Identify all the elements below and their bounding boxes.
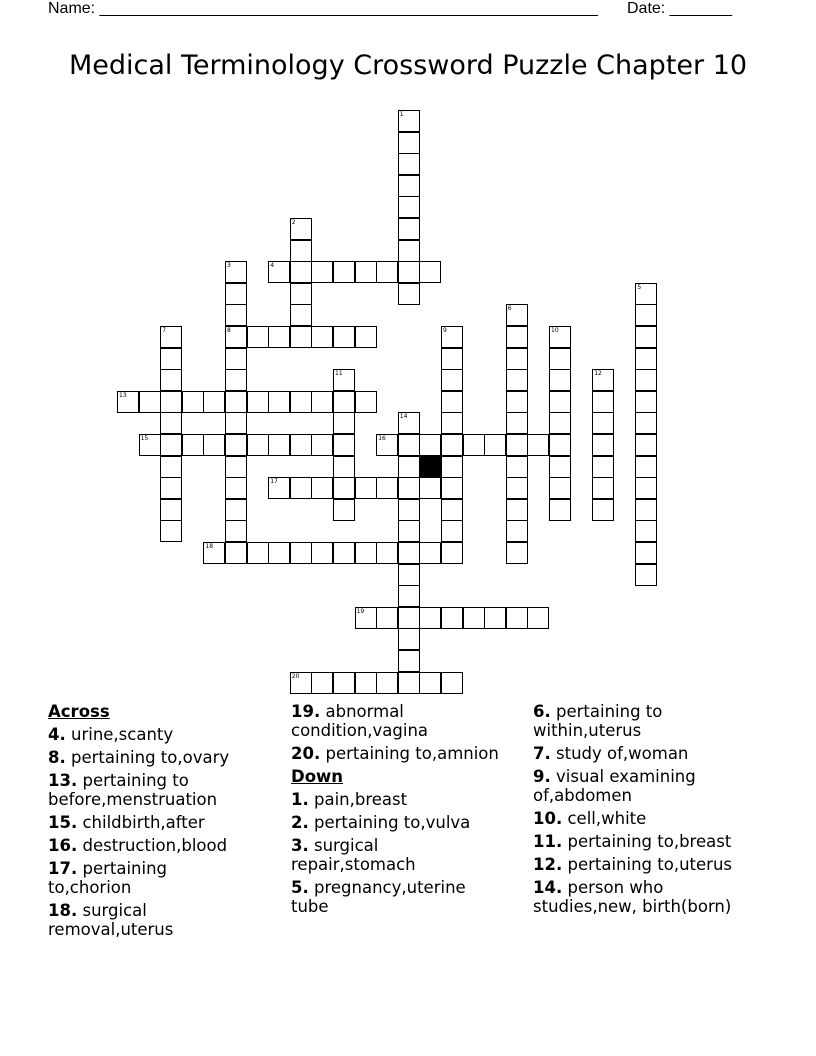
clue-number: 18: [205, 543, 214, 550]
grid-cell[interactable]: [311, 391, 333, 413]
header: [48, 0, 748, 19]
grid-cell[interactable]: [527, 434, 549, 456]
grid-cell[interactable]: [398, 628, 420, 650]
grid-cell[interactable]: [225, 369, 247, 391]
name-field-label: Name: ________________________________________________________: [48, 0, 598, 17]
grid-cell[interactable]: [160, 369, 182, 391]
grid-cell[interactable]: [398, 153, 420, 175]
grid-cell[interactable]: [160, 412, 182, 434]
clue-number: 3: [227, 262, 231, 270]
grid-cell[interactable]: [506, 520, 528, 542]
grid-cell[interactable]: [506, 369, 528, 391]
clue-number: 11: [335, 370, 343, 378]
grid-cell[interactable]: [290, 477, 312, 499]
grid-cell[interactable]: [225, 283, 247, 305]
grid-cell[interactable]: [463, 434, 485, 456]
grid-cell[interactable]: [635, 391, 657, 413]
date-field-label: Date: _______: [627, 0, 732, 17]
grid-cell[interactable]: [549, 434, 571, 456]
grid-cell[interactable]: [506, 434, 528, 456]
grid-cell[interactable]: [225, 304, 247, 326]
page-title: Medical Terminology Crossword Puzzle Chapter 10: [68, 50, 748, 81]
clue-down-5: 5. pregnancy,uterine tube: [291, 878, 466, 916]
grid-cell[interactable]: [182, 434, 204, 456]
grid-cell-4[interactable]: [268, 261, 290, 283]
clue-number: 1: [399, 111, 404, 118]
grid-cell[interactable]: [376, 672, 398, 694]
grid-cell-12[interactable]: [592, 369, 614, 391]
grid-cell-2[interactable]: [290, 218, 312, 240]
grid-cell[interactable]: [139, 391, 161, 413]
grid-cell-9[interactable]: [441, 326, 463, 348]
grid-cell[interactable]: [160, 499, 182, 521]
clue-number: 10: [551, 327, 559, 334]
grid-cell[interactable]: [549, 456, 571, 478]
clue-across-19: 19. abnormal condition,vagina: [291, 702, 429, 740]
grid-cell[interactable]: [311, 326, 333, 348]
grid-cell[interactable]: [506, 477, 528, 499]
grid-cell-6[interactable]: [506, 304, 528, 326]
clue-column-3: [533, 702, 773, 920]
grid-cell[interactable]: [635, 434, 657, 456]
grid-cell[interactable]: [549, 499, 571, 521]
grid-cell[interactable]: [635, 304, 657, 326]
grid-cell[interactable]: [333, 412, 355, 434]
clue-across-18: 18. surgical removal,uterus: [48, 901, 174, 939]
grid-cell-3[interactable]: [225, 261, 247, 283]
grid-cell[interactable]: [635, 326, 657, 348]
grid-cell[interactable]: [247, 391, 269, 413]
clue-across-4: 4. urine,scanty: [48, 725, 174, 744]
grid-cell[interactable]: [635, 456, 657, 478]
grid-cell[interactable]: [333, 672, 355, 694]
grid-cell[interactable]: [333, 326, 355, 348]
grid-cell[interactable]: [398, 585, 420, 607]
grid-cell[interactable]: [225, 477, 247, 499]
grid-cell[interactable]: [247, 326, 269, 348]
grid-cell[interactable]: [160, 520, 182, 542]
grid-cell[interactable]: [290, 283, 312, 305]
grid-cell[interactable]: [506, 412, 528, 434]
grid-cell[interactable]: [333, 434, 355, 456]
grid-cell[interactable]: [398, 607, 420, 629]
clue-across-17: 17. pertaining to,chorion: [48, 859, 168, 897]
grid-cell[interactable]: [311, 261, 333, 283]
grid-cell[interactable]: [355, 542, 377, 564]
grid-cell[interactable]: [398, 650, 420, 672]
clue-number: 9: [443, 327, 447, 334]
grid-cell[interactable]: [333, 261, 355, 283]
grid-cell[interactable]: [225, 348, 247, 370]
grid-cell-1[interactable]: [398, 110, 420, 132]
grid-cell[interactable]: [592, 477, 614, 499]
grid-cell[interactable]: [376, 477, 398, 499]
blocked-cell: [419, 456, 441, 478]
grid-cell[interactable]: [333, 456, 355, 478]
grid-cell[interactable]: [635, 564, 657, 586]
grid-cell[interactable]: [592, 391, 614, 413]
grid-cell[interactable]: [398, 520, 420, 542]
clue-down-2: 2. pertaining to,vulva: [291, 813, 471, 832]
grid-cell[interactable]: [635, 477, 657, 499]
grid-cell[interactable]: [290, 434, 312, 456]
grid-cell[interactable]: [376, 261, 398, 283]
clue-number: 8: [227, 327, 231, 334]
grid-cell-20[interactable]: [290, 672, 312, 694]
clue-down-1: 1. pain,breast: [291, 790, 408, 809]
grid-cell[interactable]: [225, 434, 247, 456]
grid-cell[interactable]: [398, 672, 420, 694]
clue-number: 4: [270, 262, 275, 270]
grid-cell[interactable]: [398, 132, 420, 154]
grid-cell-8[interactable]: [225, 326, 247, 348]
grid-cell[interactable]: [355, 261, 377, 283]
grid-cell[interactable]: [549, 348, 571, 370]
grid-cell[interactable]: [247, 434, 269, 456]
grid-cell[interactable]: [484, 434, 506, 456]
grid-cell[interactable]: [398, 175, 420, 197]
grid-cell-7[interactable]: [160, 326, 182, 348]
clue-down-3: 3. surgical repair,stomach: [291, 836, 416, 874]
grid-cell[interactable]: [419, 261, 441, 283]
grid-cell[interactable]: [635, 348, 657, 370]
grid-cell[interactable]: [506, 348, 528, 370]
clue-down-6: 6. pertaining to within,uterus: [533, 702, 663, 740]
grid-cell[interactable]: [441, 499, 463, 521]
grid-cell[interactable]: [311, 434, 333, 456]
grid-cell[interactable]: [203, 434, 225, 456]
grid-cell[interactable]: [441, 542, 463, 564]
clue-column-2: [291, 702, 531, 920]
grid-cell[interactable]: [182, 391, 204, 413]
grid-cell[interactable]: [333, 499, 355, 521]
grid-cell[interactable]: [398, 456, 420, 478]
grid-cell[interactable]: [398, 499, 420, 521]
grid-cell[interactable]: [225, 456, 247, 478]
grid-cell[interactable]: [635, 542, 657, 564]
clue-number: 12: [594, 370, 602, 378]
grid-cell[interactable]: [333, 542, 355, 564]
grid-cell[interactable]: [506, 326, 528, 348]
grid-cell[interactable]: [225, 499, 247, 521]
grid-cell[interactable]: [419, 607, 441, 629]
clue-down-12: 12. pertaining to,uterus: [533, 855, 733, 874]
clue-across-13: 13. pertaining to before,menstruation: [48, 771, 218, 809]
grid-cell[interactable]: [311, 542, 333, 564]
grid-cell[interactable]: [333, 477, 355, 499]
grid-cell[interactable]: [225, 542, 247, 564]
grid-cell[interactable]: [398, 261, 420, 283]
grid-cell[interactable]: [592, 412, 614, 434]
clue-across-16: 16. destruction,blood: [48, 836, 228, 855]
grid-cell-11[interactable]: [333, 369, 355, 391]
grid-cell[interactable]: [549, 412, 571, 434]
across-heading: Across: [48, 702, 110, 721]
grid-cell[interactable]: [441, 456, 463, 478]
grid-cell[interactable]: [592, 499, 614, 521]
clue-across-8: 8. pertaining to,ovary: [48, 748, 230, 767]
clue-across-20: 20. pertaining to,amnion: [291, 744, 499, 763]
grid-cell[interactable]: [268, 542, 290, 564]
grid-cell[interactable]: [441, 434, 463, 456]
grid-cell[interactable]: [311, 477, 333, 499]
grid-cell[interactable]: [376, 607, 398, 629]
clue-column-1: [48, 702, 288, 943]
grid-cell[interactable]: [484, 607, 506, 629]
grid-cell[interactable]: [549, 369, 571, 391]
grid-cell[interactable]: [419, 542, 441, 564]
grid-cell[interactable]: [506, 499, 528, 521]
grid-cell[interactable]: [160, 434, 182, 456]
grid-cell-16[interactable]: [376, 434, 398, 456]
grid-cell[interactable]: [506, 542, 528, 564]
clue-number: 20: [291, 672, 300, 680]
grid-cell[interactable]: [592, 456, 614, 478]
grid-cell[interactable]: [355, 672, 377, 694]
grid-cell[interactable]: [506, 456, 528, 478]
grid-cell[interactable]: [441, 477, 463, 499]
grid-cell[interactable]: [290, 261, 312, 283]
grid-cell[interactable]: [268, 326, 290, 348]
grid-cell[interactable]: [592, 434, 614, 456]
clue-number: 13: [119, 391, 127, 399]
grid-cell[interactable]: [355, 477, 377, 499]
grid-cell[interactable]: [398, 240, 420, 262]
grid-cell[interactable]: [463, 607, 485, 629]
grid-cell[interactable]: [355, 326, 377, 348]
clue-down-9: 9. visual examining of,abdomen: [533, 767, 696, 805]
clue-number: 6: [507, 305, 512, 313]
grid-cell[interactable]: [225, 412, 247, 434]
clue-number: 15: [140, 435, 149, 442]
grid-cell[interactable]: [225, 520, 247, 542]
grid-cell[interactable]: [398, 564, 420, 586]
grid-cell[interactable]: [160, 348, 182, 370]
grid-cell[interactable]: [441, 607, 463, 629]
grid-cell[interactable]: [635, 412, 657, 434]
clue-down-7: 7. study of,woman: [533, 744, 689, 763]
grid-cell[interactable]: [160, 456, 182, 478]
grid-cell[interactable]: [398, 283, 420, 305]
grid-cell[interactable]: [419, 434, 441, 456]
grid-cell[interactable]: [441, 369, 463, 391]
grid-cell[interactable]: [398, 196, 420, 218]
grid-cell[interactable]: [290, 240, 312, 262]
grid-cell[interactable]: [441, 672, 463, 694]
grid-cell-19[interactable]: [355, 607, 377, 629]
grid-cell[interactable]: [268, 434, 290, 456]
grid-cell[interactable]: [635, 520, 657, 542]
grid-cell[interactable]: [203, 391, 225, 413]
grid-cell[interactable]: [419, 672, 441, 694]
grid-cell-5[interactable]: [635, 283, 657, 305]
clue-number: 7: [162, 327, 167, 334]
clue-across-15: 15. childbirth,after: [48, 813, 205, 832]
grid-cell[interactable]: [549, 477, 571, 499]
clue-number: 2: [291, 219, 296, 226]
clue-number: 16: [378, 435, 386, 442]
grid-cell[interactable]: [290, 326, 312, 348]
grid-cell[interactable]: [247, 542, 269, 564]
down-heading: Down: [291, 767, 344, 786]
grid-cell[interactable]: [506, 391, 528, 413]
clue-number: 17: [270, 478, 278, 486]
grid-cell[interactable]: [441, 391, 463, 413]
clue-number: 5: [637, 283, 642, 291]
grid-cell[interactable]: [290, 542, 312, 564]
grid-cell[interactable]: [398, 477, 420, 499]
clue-number: 14: [399, 413, 408, 421]
grid-cell[interactable]: [311, 672, 333, 694]
grid-cell[interactable]: [419, 477, 441, 499]
grid-cell[interactable]: [160, 477, 182, 499]
grid-cell[interactable]: [355, 391, 377, 413]
grid-cell[interactable]: [506, 607, 528, 629]
grid-cell[interactable]: [441, 412, 463, 434]
grid-cell-17[interactable]: [268, 477, 290, 499]
grid-cell-10[interactable]: [549, 326, 571, 348]
clue-down-14: 14. person who studies,new, birth(born): [533, 878, 732, 916]
grid-cell[interactable]: [635, 499, 657, 521]
grid-cell[interactable]: [441, 348, 463, 370]
grid-cell-18[interactable]: [203, 542, 225, 564]
grid-cell[interactable]: [527, 607, 549, 629]
grid-cell-14[interactable]: [398, 412, 420, 434]
grid-cell[interactable]: [398, 434, 420, 456]
grid-cell-13[interactable]: [117, 391, 139, 413]
grid-cell[interactable]: [333, 391, 355, 413]
clue-down-11: 11. pertaining to,breast: [533, 832, 732, 851]
grid-cell-15[interactable]: [139, 434, 161, 456]
clue-number: 19: [356, 607, 365, 615]
grid-cell[interactable]: [549, 391, 571, 413]
grid-cell[interactable]: [398, 542, 420, 564]
grid-cell[interactable]: [290, 391, 312, 413]
grid-cell[interactable]: [441, 520, 463, 542]
grid-cell[interactable]: [635, 369, 657, 391]
grid-cell[interactable]: [225, 391, 247, 413]
grid-cell[interactable]: [398, 218, 420, 240]
grid-cell[interactable]: [376, 542, 398, 564]
grid-cell[interactable]: [268, 391, 290, 413]
grid-cell[interactable]: [290, 304, 312, 326]
clue-down-10: 10. cell,white: [533, 809, 647, 828]
grid-cell[interactable]: [160, 391, 182, 413]
